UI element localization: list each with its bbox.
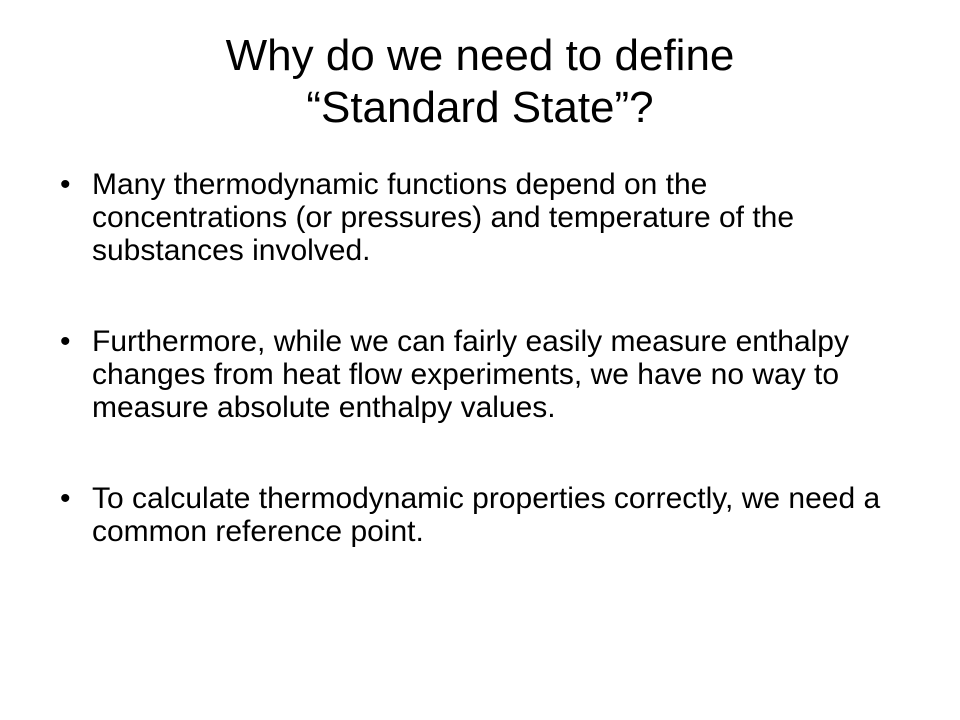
bullet-text: Furthermore, while we can fairly easily measure enthalpy changes from heat flow experiments, we have no way to measure absolute enthalpy values. bbox=[92, 325, 849, 424]
bullet-text: To calculate thermodynamic properties correctly, we need a common reference point. bbox=[92, 482, 881, 548]
slide-title bbox=[60, 30, 900, 134]
bullet-marker-icon: • bbox=[60, 482, 71, 515]
bullet-item bbox=[60, 168, 910, 267]
slide-title-line-1: Why do we need to define bbox=[225, 31, 735, 80]
slide-title-line-2: “Standard State”? bbox=[306, 83, 654, 132]
bullet-marker-icon: • bbox=[60, 325, 71, 358]
bullet-item bbox=[60, 325, 910, 424]
bullet-text: Many thermodynamic functions depend on the concentrations (or pressures) and temperature of the substances involved. bbox=[92, 168, 795, 267]
bullet-item bbox=[60, 482, 910, 548]
bullet-list bbox=[60, 168, 910, 606]
bullet-marker-icon: • bbox=[60, 168, 71, 201]
